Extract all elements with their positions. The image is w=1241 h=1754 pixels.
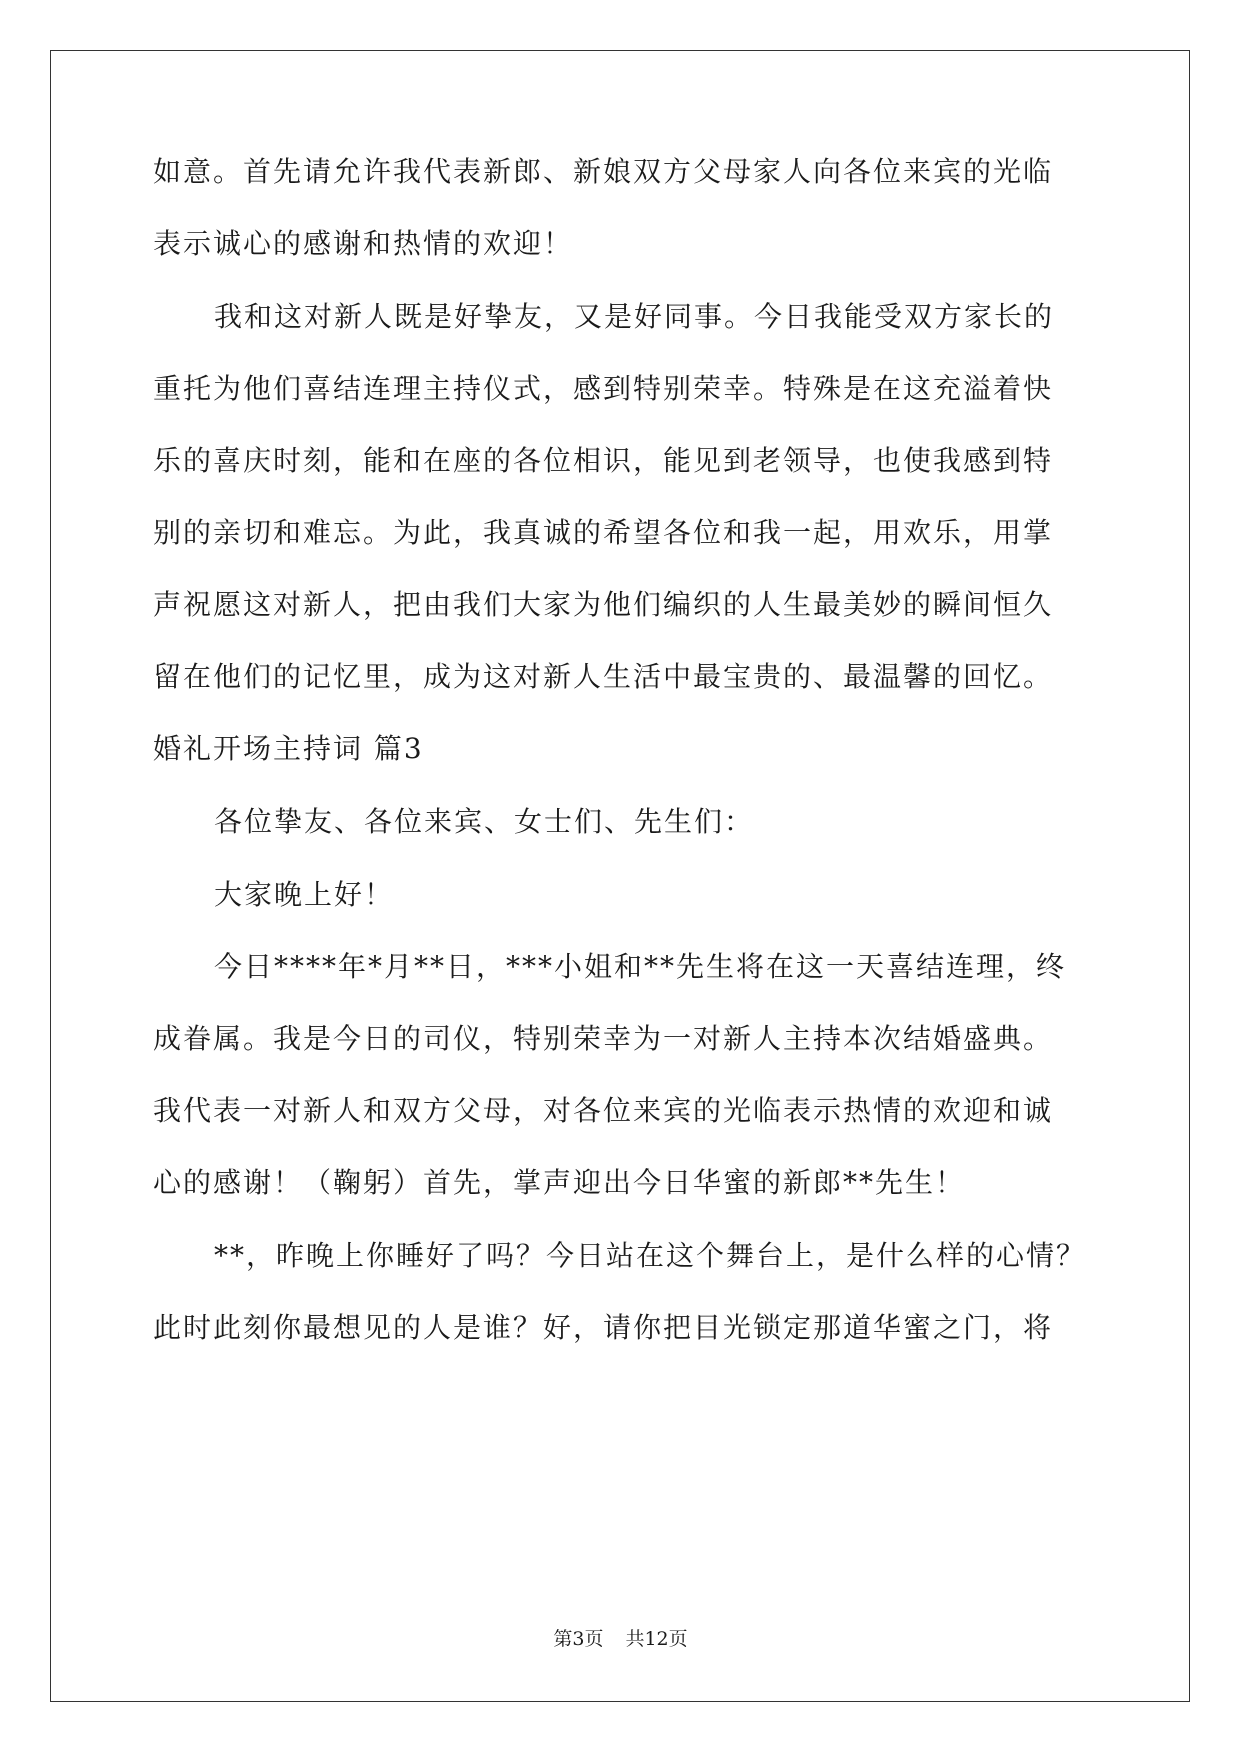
text-line: **，昨晚上你睡好了吗？今日站在这个舞台上，是什么样的心情？ <box>214 1239 1087 1272</box>
text-line: 今日****年*月**日，***小姐和**先生将在这一天喜结连理，终 <box>214 950 1067 983</box>
text-line: 大家晚上好！ <box>214 878 395 911</box>
page-number: 第3页 <box>553 1628 604 1650</box>
text-line: 别的亲切和难忘。为此，我真诚的希望各位和我一起，用欢乐，用掌 <box>153 516 1054 549</box>
text-line: 表示诚心的感谢和热情的欢迎！ <box>153 227 574 260</box>
text-line: 乐的喜庆时刻，能和在座的各位相识，能见到老领导，也使我感到特 <box>153 444 1054 477</box>
page-border <box>50 50 1190 1702</box>
text-line: 成眷属。我是今日的司仪，特别荣幸为一对新人主持本次结婚盛典。 <box>153 1022 1054 1055</box>
section-heading: 婚礼开场主持词 篇3 <box>153 732 424 765</box>
text-line: 声祝愿这对新人，把由我们大家为他们编织的人生最美妙的瞬间恒久 <box>153 588 1054 621</box>
page-footer <box>0 1627 1241 1651</box>
text-line: 此时此刻你最想见的人是谁？好，请你把目光锁定那道华蜜之门，将 <box>153 1311 1054 1344</box>
page-total: 共12页 <box>625 1628 688 1650</box>
text-line: 重托为他们喜结连理主持仪式，感到特别荣幸。特殊是在这充溢着快 <box>153 372 1054 405</box>
text-line: 我和这对新人既是好挚友，又是好同事。今日我能受双方家长的 <box>214 300 1055 333</box>
text-line: 我代表一对新人和双方父母，对各位来宾的光临表示热情的欢迎和诚 <box>153 1094 1054 1127</box>
text-line: 心的感谢！（鞠躬）首先，掌声迎出今日华蜜的新郎**先生！ <box>153 1166 966 1199</box>
text-line: 如意。首先请允许我代表新郎、新娘双方父母家人向各位来宾的光临 <box>153 155 1054 188</box>
text-line: 各位挚友、各位来宾、女士们、先生们： <box>214 805 755 838</box>
text-line: 留在他们的记忆里，成为这对新人生活中最宝贵的、最温馨的回忆。 <box>153 660 1054 693</box>
